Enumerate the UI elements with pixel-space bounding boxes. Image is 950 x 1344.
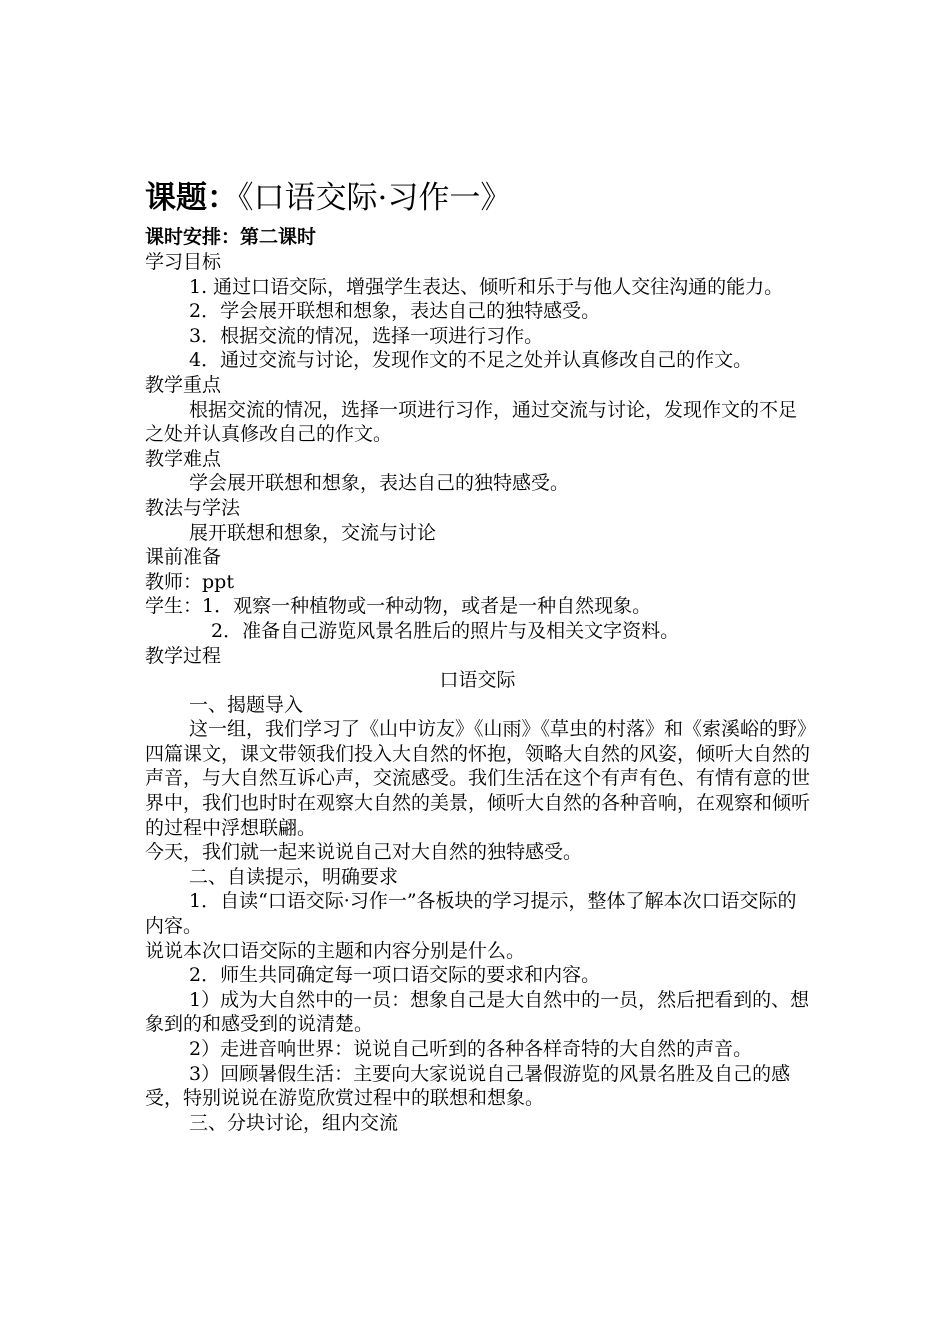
- step1-heading: 一、揭题导入: [189, 693, 304, 716]
- difficulties-text: 学会展开联想和想象，表达自己的独特感受。: [189, 472, 570, 495]
- methods-heading: 教法与学法: [145, 496, 241, 519]
- step2-heading: 二、自读提示，明确要求: [189, 865, 399, 888]
- goal-item: 2．学会展开联想和想象，表达自己的独特感受。: [189, 300, 601, 323]
- step1-text-2: 今天，我们就一起来说说自己对大自然的独特感受。: [145, 841, 583, 864]
- preparation-teacher: 教师：ppt: [145, 570, 234, 593]
- step2-sub-3: 3）回顾暑假生活：主要向大家说说自己暑假游览的风景名胜及自己的感受，特别说说在游览欣赏过程中的联想和想象。: [145, 1062, 791, 1110]
- preparation-student-1: 学生：1．观察一种植物或一种动物，或者是一种自然现象。: [145, 595, 652, 618]
- step1-text: 这一组，我们学习了《山中访友》《山雨》《草虫的村落》和《索溪峪的野》四篇课文，课文带领我们投入大自然的怀抱，领略大自然的风姿，倾听大自然的声音，与大自然互诉心声，交流感受。我们生活在这个有声有色、有情有意的世界中，我们也时时在观察大自然的美景，倾听大自然的各种音响，在观察和倾听的过程中浮想联翩。: [145, 718, 811, 839]
- title-book: 《口语交际·习作一》: [238, 180, 512, 216]
- step2-item-1b: 说说本次口语交际的主题和内容分别是什么。: [145, 939, 526, 962]
- key-points-heading: 教学重点: [145, 373, 222, 396]
- page-title: [145, 178, 810, 218]
- goal-item: 1. 通过口语交际，增强学生表达、倾听和乐于与他人交往沟通的能力。: [189, 275, 784, 298]
- process-heading: 教学过程: [145, 644, 222, 667]
- step2-item-2: 2．师生共同确定每一项口语交际的要求和内容。: [189, 964, 601, 987]
- step2-sub-1: 1）成为大自然中的一员：想象自己是大自然中的一员，然后把看到的、想象到的和感受到的说清楚。: [145, 988, 810, 1036]
- step3-heading: 三、分块讨论，组内交流: [189, 1111, 399, 1134]
- difficulties-heading: 教学难点: [145, 447, 222, 470]
- step2-item-1: 1．自读“口语交际·习作一”各板块的学习提示，整体了解本次口语交际的内容。: [145, 890, 797, 938]
- goal-item: 4．通过交流与讨论，发现作文的不足之处并认真修改自己的作文。: [189, 349, 753, 372]
- step2-sub-2: 2）走进音响世界：说说自己听到的各种各样奇特的大自然的声音。: [189, 1038, 753, 1060]
- preparation-student-2: 2．准备自己游览风景名胜后的照片与及相关文字资料。: [211, 619, 680, 642]
- document-page: [145, 178, 810, 1135]
- title-label: 课题：: [145, 180, 238, 216]
- goal-item: 3．根据交流的情况，选择一项进行习作。: [189, 324, 544, 347]
- lesson-schedule: 课时安排：第二课时: [145, 226, 317, 248]
- methods-text: 展开联想和想象，交流与讨论: [189, 521, 437, 544]
- section-title: 口语交际: [439, 669, 516, 692]
- preparation-heading: 课前准备: [145, 546, 222, 569]
- goals-heading: 学习目标: [145, 251, 222, 273]
- key-points-text: 根据交流的情况，选择一项进行习作，通过交流与讨论，发现作文的不足之处并认真修改自己的作文。: [145, 398, 798, 446]
